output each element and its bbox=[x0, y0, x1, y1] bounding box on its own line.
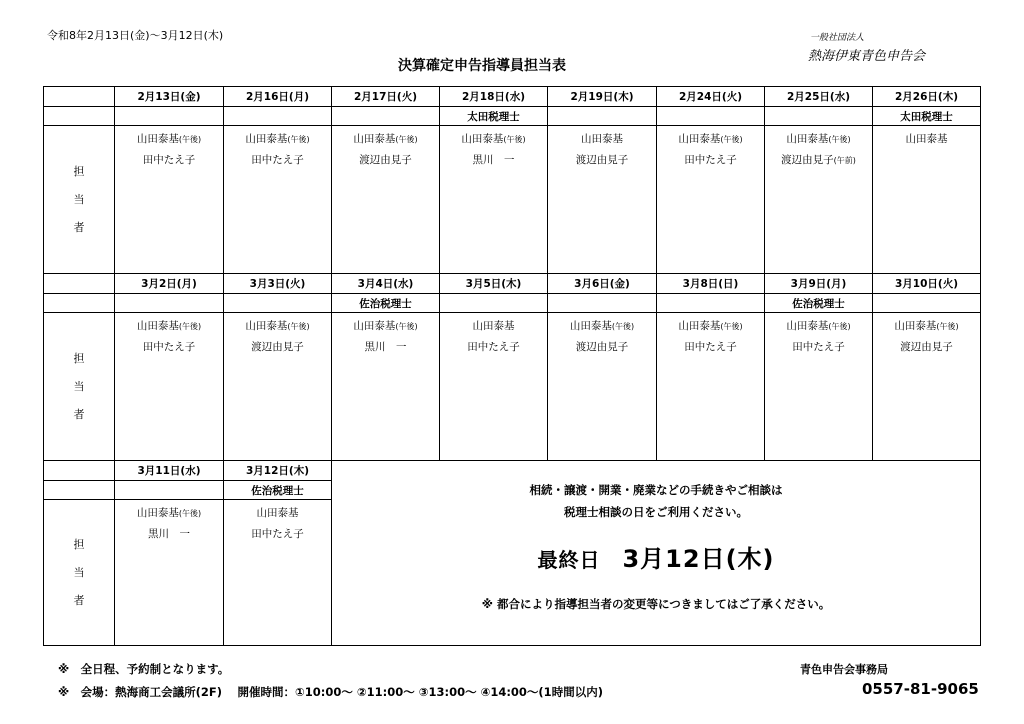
staff-entry bbox=[548, 337, 656, 358]
staff-list bbox=[873, 126, 980, 150]
staff-entry bbox=[657, 129, 764, 150]
date-header: 2月26日(木) bbox=[873, 87, 981, 107]
staff-entry bbox=[765, 316, 872, 337]
staff-cell bbox=[332, 126, 440, 274]
staff-cell bbox=[657, 126, 765, 274]
staff-entry bbox=[115, 316, 223, 337]
staff-cell bbox=[115, 500, 224, 646]
staff-label-char: 当 bbox=[73, 379, 85, 393]
staff-entry bbox=[873, 316, 980, 337]
staff-entry bbox=[657, 337, 764, 358]
office-name: 青色申告会事務局 bbox=[800, 663, 888, 676]
staff-label-char: 担 bbox=[73, 351, 85, 365]
staff-time-note: (午後) bbox=[178, 509, 202, 518]
staff-list bbox=[548, 126, 656, 171]
date-header: 3月3日(火) bbox=[224, 274, 332, 294]
staff-name: 山田泰基 bbox=[581, 133, 623, 145]
staff-label-char: 者 bbox=[73, 407, 85, 421]
change-notice: ※ 都合により指導担当者の変更等につきましてはご了承ください。 bbox=[481, 597, 831, 611]
staff-list bbox=[115, 313, 223, 358]
staff-label-char: 者 bbox=[73, 220, 85, 234]
date-header: 2月13日(金) bbox=[115, 87, 224, 107]
staff-name: 山田泰基 bbox=[786, 320, 829, 332]
staff-time-note: (午後) bbox=[720, 135, 743, 144]
staff-name: 渡辺由見子 bbox=[781, 154, 834, 166]
staff-entry bbox=[440, 150, 547, 171]
staff-entry bbox=[115, 150, 223, 171]
staff-cell bbox=[115, 126, 224, 274]
staff-time-note: (午後) bbox=[828, 135, 851, 144]
staff-list bbox=[224, 500, 331, 545]
date-row bbox=[44, 274, 981, 294]
staff-time-note: (午後) bbox=[287, 322, 310, 331]
staff-list bbox=[548, 313, 656, 358]
staff-list bbox=[224, 126, 331, 171]
tax-accountant-cell bbox=[115, 481, 224, 500]
staff-entry bbox=[440, 316, 547, 337]
staff-cell bbox=[224, 126, 332, 274]
staff-label-char: 担 bbox=[73, 164, 85, 178]
tax-accountant-cell bbox=[873, 294, 981, 313]
staff-entry bbox=[224, 316, 331, 337]
staff-cell bbox=[440, 313, 548, 461]
staff-entry bbox=[224, 524, 331, 545]
date-header: 3月11日(水) bbox=[115, 461, 224, 481]
staff-name: 山田泰基 bbox=[461, 133, 504, 145]
staff-list bbox=[440, 313, 547, 358]
staff-entry bbox=[765, 150, 872, 171]
staff-entry bbox=[548, 316, 656, 337]
consultation-info bbox=[332, 461, 981, 646]
staff-name: 黒川 一 bbox=[472, 154, 515, 166]
staff-list bbox=[657, 313, 764, 358]
staff-row bbox=[44, 126, 981, 274]
staff-name: 田中たえ子 bbox=[684, 154, 737, 166]
date-header: 3月2日(月) bbox=[115, 274, 224, 294]
staff-entry bbox=[224, 503, 331, 524]
staff-cell bbox=[440, 126, 548, 274]
blank-cell bbox=[44, 461, 115, 481]
staff-time-note: (午後) bbox=[828, 322, 851, 331]
staff-name: 渡辺由見子 bbox=[251, 341, 304, 353]
staff-label-char: 当 bbox=[73, 565, 85, 579]
staff-entry bbox=[332, 129, 439, 150]
staff-entry bbox=[440, 337, 547, 358]
staff-list bbox=[115, 500, 223, 545]
staff-name: 渡辺由見子 bbox=[575, 154, 629, 166]
staff-name: 山田泰基 bbox=[472, 320, 515, 332]
staff-list bbox=[440, 126, 547, 171]
staff-cell bbox=[765, 126, 873, 274]
tax-accountant-cell: 佐治税理士 bbox=[332, 294, 440, 313]
date-header: 3月4日(水) bbox=[332, 274, 440, 294]
tax-accountant-cell: 佐治税理士 bbox=[224, 481, 332, 500]
staff-list bbox=[332, 313, 439, 358]
date-header: 2月16日(月) bbox=[224, 87, 332, 107]
staff-entry bbox=[224, 129, 331, 150]
staff-list bbox=[332, 126, 439, 171]
tax-accountant-cell bbox=[657, 107, 765, 126]
staff-name: 山田泰基 bbox=[256, 507, 299, 519]
date-header: 2月17日(火) bbox=[332, 87, 440, 107]
staff-name: 黒川 一 bbox=[148, 528, 190, 540]
date-header: 2月18日(水) bbox=[440, 87, 548, 107]
date-header: 2月19日(木) bbox=[548, 87, 657, 107]
tax-accountant-cell bbox=[332, 107, 440, 126]
staff-entry bbox=[332, 316, 439, 337]
tax-accountant-cell bbox=[765, 107, 873, 126]
staff-list bbox=[765, 126, 872, 171]
staff-entry bbox=[873, 337, 980, 358]
staff-cell bbox=[873, 313, 981, 461]
staff-name: 渡辺由見子 bbox=[900, 341, 953, 353]
date-header: 2月25日(水) bbox=[765, 87, 873, 107]
staff-time-note: (午後) bbox=[178, 322, 202, 331]
date-header: 3月10日(火) bbox=[873, 274, 981, 294]
staff-entry bbox=[115, 524, 223, 545]
staff-name: 山田泰基 bbox=[353, 133, 396, 145]
staff-entry bbox=[332, 150, 439, 171]
date-row bbox=[44, 87, 981, 107]
staff-label-char: 当 bbox=[73, 192, 85, 206]
staff-name: 山田泰基 bbox=[905, 133, 948, 145]
staff-entry bbox=[332, 337, 439, 358]
staff-entry bbox=[657, 150, 764, 171]
staff-label-char: 担 bbox=[73, 537, 85, 551]
staff-entry bbox=[440, 129, 547, 150]
staff-name: 山田泰基 bbox=[569, 320, 612, 332]
staff-cell bbox=[548, 313, 657, 461]
staff-name: 田中たえ子 bbox=[467, 341, 520, 353]
phone-number: 0557-81-9065 bbox=[862, 680, 979, 698]
staff-list bbox=[765, 313, 872, 358]
info-line-2: 税理士相談の日をご利用ください。 bbox=[564, 505, 748, 519]
staff-cell bbox=[765, 313, 873, 461]
staff-entry bbox=[224, 150, 331, 171]
organization-type: 一般社団法人 bbox=[810, 33, 865, 43]
staff-time-note: (午前) bbox=[833, 156, 856, 165]
staff-name: 田中たえ子 bbox=[251, 528, 304, 540]
staff-label-char: 者 bbox=[73, 593, 85, 607]
staff-name: 渡辺由見子 bbox=[359, 154, 412, 166]
info-line-1: 相続・譲渡・開業・廃業などの手続きやご相談は bbox=[529, 483, 783, 497]
staff-name: 田中たえ子 bbox=[251, 154, 304, 166]
date-header: 3月8日(日) bbox=[657, 274, 765, 294]
info-block bbox=[332, 461, 980, 612]
staff-time-note: (午後) bbox=[503, 135, 526, 144]
tax-accountant-cell bbox=[115, 294, 224, 313]
staff-cell bbox=[657, 313, 765, 461]
staff-entry bbox=[548, 150, 656, 171]
staff-entry bbox=[765, 337, 872, 358]
staff-list bbox=[873, 313, 980, 358]
tax-accountant-cell bbox=[440, 294, 548, 313]
date-row bbox=[44, 461, 981, 481]
staff-name: 山田泰基 bbox=[245, 320, 288, 332]
staff-entry bbox=[115, 129, 223, 150]
tax-accountant-cell: 佐治税理士 bbox=[765, 294, 873, 313]
staff-entry bbox=[657, 316, 764, 337]
staff-name: 山田泰基 bbox=[786, 133, 829, 145]
staff-entry bbox=[115, 337, 223, 358]
staff-time-note: (午後) bbox=[395, 322, 418, 331]
blank-cell bbox=[44, 107, 115, 126]
staff-name: 山田泰基 bbox=[136, 133, 179, 145]
document-title: 決算確定申告指導員担当表 bbox=[398, 58, 566, 74]
tax-accountant-cell bbox=[657, 294, 765, 313]
staff-cell bbox=[548, 126, 657, 274]
tax-accountant-cell bbox=[115, 107, 224, 126]
date-header: 3月5日(木) bbox=[440, 274, 548, 294]
staff-cell bbox=[332, 313, 440, 461]
date-range: 令和8年2月13日(金)～3月12日(木) bbox=[47, 29, 224, 42]
staff-time-note: (午後) bbox=[178, 135, 202, 144]
date-header: 3月12日(木) bbox=[224, 461, 332, 481]
blank-cell bbox=[44, 274, 115, 294]
staff-side-label bbox=[44, 313, 115, 461]
blank-cell bbox=[44, 294, 115, 313]
venue-hours-note: ※ 会場：熱海商工会議所(2F) 開催時間：①10:00～ ②11:00～ ③13:00～ ④14:00～(1時間以内) bbox=[58, 685, 603, 699]
staff-list bbox=[115, 126, 223, 171]
tax-accountant-cell bbox=[548, 294, 657, 313]
blank-cell bbox=[44, 481, 115, 500]
tax-accountant-cell bbox=[548, 107, 657, 126]
staff-name: 山田泰基 bbox=[136, 507, 179, 519]
tax-accountant-row bbox=[44, 294, 981, 313]
staff-name: 黒川 一 bbox=[364, 341, 407, 353]
final-day-date: 3月12日(木) bbox=[622, 545, 775, 573]
staff-name: 山田泰基 bbox=[136, 320, 179, 332]
staff-entry bbox=[115, 503, 223, 524]
staff-name: 渡辺由見子 bbox=[575, 341, 629, 353]
schedule-table bbox=[43, 86, 981, 646]
tax-accountant-cell: 太田税理士 bbox=[440, 107, 548, 126]
staff-name: 山田泰基 bbox=[245, 133, 288, 145]
tax-accountant-cell bbox=[224, 107, 332, 126]
tax-accountant-row bbox=[44, 107, 981, 126]
date-header: 3月6日(金) bbox=[548, 274, 657, 294]
staff-list bbox=[224, 313, 331, 358]
staff-cell bbox=[873, 126, 981, 274]
staff-entry bbox=[548, 129, 656, 150]
organization-name: 熱海伊東青色申告会 bbox=[808, 49, 926, 64]
tax-accountant-cell bbox=[224, 294, 332, 313]
staff-cell bbox=[224, 313, 332, 461]
staff-entry bbox=[873, 129, 980, 150]
staff-time-note: (午後) bbox=[936, 322, 959, 331]
staff-name: 田中たえ子 bbox=[142, 341, 196, 353]
final-day-line bbox=[332, 539, 980, 574]
reservation-note: ※ 全日程、予約制となります。 bbox=[58, 662, 230, 676]
staff-entry bbox=[765, 129, 872, 150]
blank-cell bbox=[44, 87, 115, 107]
staff-side-label bbox=[44, 500, 115, 646]
staff-time-note: (午後) bbox=[287, 135, 310, 144]
staff-time-note: (午後) bbox=[395, 135, 418, 144]
staff-entry bbox=[224, 337, 331, 358]
staff-name: 山田泰基 bbox=[678, 133, 721, 145]
staff-name: 山田泰基 bbox=[894, 320, 937, 332]
staff-name: 田中たえ子 bbox=[792, 341, 845, 353]
staff-name: 田中たえ子 bbox=[684, 341, 737, 353]
final-day-label: 最終日 bbox=[537, 548, 601, 572]
staff-time-note: (午後) bbox=[720, 322, 743, 331]
staff-name: 田中たえ子 bbox=[142, 154, 196, 166]
staff-side-label bbox=[44, 126, 115, 274]
staff-cell bbox=[115, 313, 224, 461]
tax-accountant-cell: 太田税理士 bbox=[873, 107, 981, 126]
staff-time-note: (午後) bbox=[611, 322, 635, 331]
staff-cell bbox=[224, 500, 332, 646]
staff-name: 山田泰基 bbox=[353, 320, 396, 332]
date-header: 3月9日(月) bbox=[765, 274, 873, 294]
staff-list bbox=[657, 126, 764, 171]
date-header: 2月24日(火) bbox=[657, 87, 765, 107]
staff-name: 山田泰基 bbox=[678, 320, 721, 332]
staff-row bbox=[44, 313, 981, 461]
